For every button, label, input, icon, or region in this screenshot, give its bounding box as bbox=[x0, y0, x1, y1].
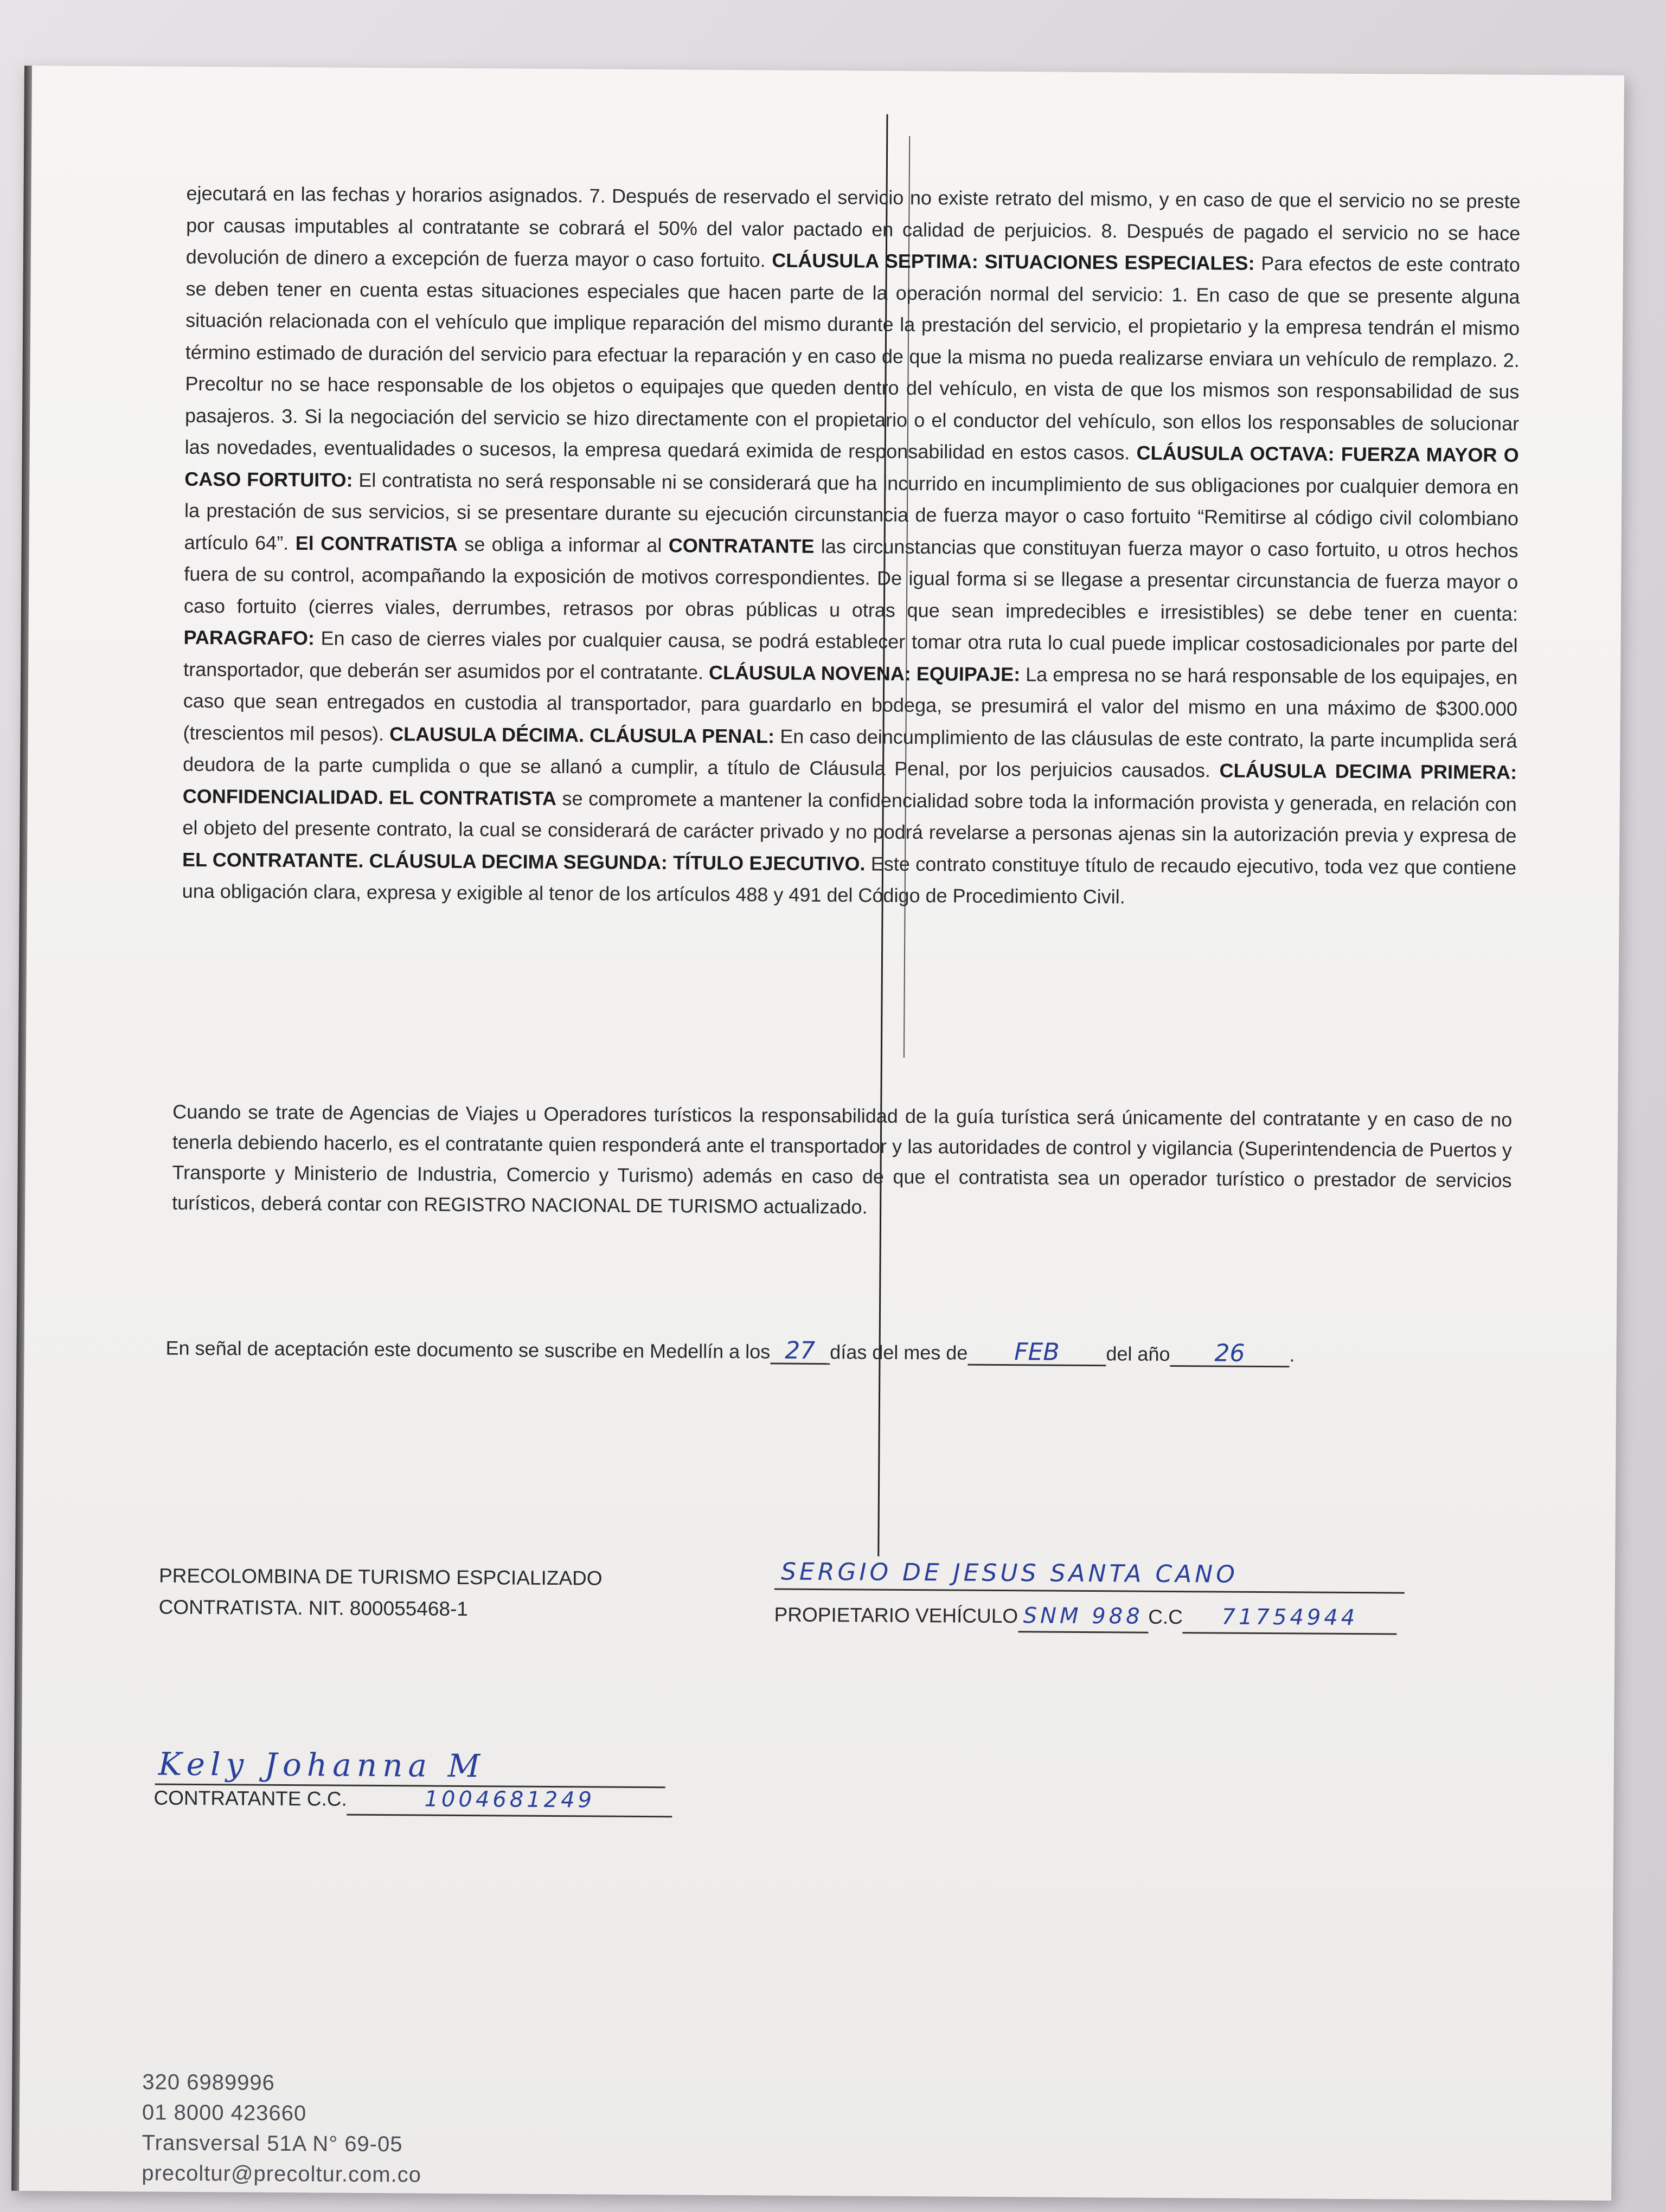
clause-text: La empresa no se hará responsable de los equipajes, en caso que sean entregados en custodia al transportador, para guardarlo en bodega, se presumirá el valor del mismo en una máximo de $300.000 (trescientos mil pesos). bbox=[183, 663, 1518, 745]
contratante-signature[interactable]: Kely Johanna M bbox=[155, 1745, 665, 1789]
clause-text: En caso deincumplimiento de las cláusulas de este contrato, la parte incumplida será deudora de la parte cumplida o que se allanó a cumplir, a título de Cláusula Penal, por los perjuicios causados. bbox=[183, 724, 1517, 782]
contract-page bbox=[11, 66, 1624, 2201]
contratante-cc-field[interactable]: 1004681249 bbox=[347, 1784, 672, 1818]
clause-heading: CLÁUSULA DECIMA PRIMERA: CONFIDENCIALIDAD. EL CONTRATISTA bbox=[182, 759, 1517, 809]
acceptance-prefix: En señal de aceptación este documento se suscribe en Medellín a los bbox=[165, 1336, 771, 1363]
contract-clauses bbox=[182, 178, 1521, 916]
owner-cc-field[interactable]: 71754944 bbox=[1183, 1602, 1397, 1635]
agencies-paragraph: Cuando se trate de Agencias de Viajes u Operadores turísticos la responsabilidad de la guía turística será únicamente del contratante y en caso de no tenerla debiendo hacerlo, es el contratante quien responderá ante el transportador y las autoridades de control y vigilancia (Superintendencia de Puertos y Transporte y Ministerio de Industria, Comercio y Turismo) además en caso de que el contratista sea un operador turístico o prestador de servicios turísticos, deberá contar con REGISTRO NACIONAL DE TURISMO actualizado. bbox=[172, 1100, 1513, 1218]
acceptance-end: . bbox=[1289, 1343, 1295, 1366]
clause-text: se compromete a mantener la confidencialidad sobre toda la información provista y generada, en relación con el objeto del presente contrato, la cual se considerará de carácter privado y no podrá revelarse a personas ajenas sin la autorización previa y expresa de bbox=[182, 787, 1517, 847]
year-field[interactable]: 26 bbox=[1170, 1341, 1289, 1367]
owner-cc-label: C.C bbox=[1148, 1605, 1183, 1629]
clause-heading: CLAUSULA DÉCIMA. CLÁUSULA PENAL: bbox=[389, 722, 775, 747]
contact-footer bbox=[142, 2067, 422, 2190]
footer-address: Transversal 51A N° 69-05 bbox=[142, 2131, 403, 2157]
clause-heading: PARAGRAFO: bbox=[183, 626, 315, 650]
contratante-label: CONTRATANTE C.C. bbox=[153, 1786, 347, 1810]
footer-phone-2: 01 8000 423660 bbox=[142, 2100, 307, 2126]
clause-heading: CLÁUSULA OCTAVA: FUERZA MAYOR O CASO FORTUITO: bbox=[184, 441, 1519, 491]
owner-line bbox=[774, 1599, 1397, 1635]
clause-heading: El CONTRATISTA bbox=[295, 531, 458, 555]
clause-heading: CLÁUSULA NOVENA: EQUIPAJE: bbox=[708, 661, 1021, 685]
footer-email: precoltur@precoltur.com.co bbox=[142, 2161, 422, 2187]
year-label: del año bbox=[1106, 1342, 1170, 1365]
clause-text: Para efectos de este contrato se deben tener en cuenta estas situaciones especiales que hacen parte de la operación normal del servicio: 1. En caso de que se presente alguna situación relacionada con el vehículo que implique reparación del mismo durante la prestación del servicio, el propietario y la empresa tendrán el mismo término estimado de duración del servicio para efectuar la reparación y en caso de que la misma no pueda realizarse enviara un vehículo de remplazo. 2. Precoltur no se hace responsable de los objetos o equipajes que queden dentro del vehículo, en vista de que los mismos son responsabilidad de sus pasajeros. 3. Si la negociación del servicio se hizo directamente con el propietario o el conductor del vehículo, son ellos los responsables de solucionar las novedades, eventualidades o sucesos, la empresa quedará eximida de responsabilidad en estos casos. bbox=[184, 252, 1520, 464]
days-label: días del mes de bbox=[830, 1341, 968, 1364]
owner-plate-field[interactable]: SNM 988 bbox=[1018, 1600, 1148, 1633]
clause-heading: CLÁUSULA SEPTIMA: SITUACIONES ESPECIALES: bbox=[772, 249, 1255, 274]
company-name: PRECOLOMBINA DE TURISMO ESPCIALIZADO bbox=[158, 1564, 603, 1590]
clause-heading: CONTRATANTE bbox=[668, 533, 815, 557]
clause-text: En caso de cierres viales por cualquier causa, se podrá establecer tomar otra ruta lo cual puede implicar costosadicionales por parte del transportador, que deberán ser asumidos por el contratante. bbox=[183, 627, 1518, 684]
company-nit: CONTRATISTA. NIT. 800055468-1 bbox=[158, 1596, 469, 1621]
company-block bbox=[158, 1560, 602, 1626]
clause-heading: EL CONTRATANTE. CLÁUSULA DECIMA SEGUNDA: TÍTULO EJECUTIVO. bbox=[182, 848, 866, 874]
month-field[interactable]: FEB bbox=[967, 1340, 1106, 1367]
clause-text: las circunstancias que constituyan fuerza mayor o caso fortuito, u otros hechos fuera de su control, acompañando la exposición de motivos correspondientes. De igual forma si se llegase a presentar circunstancia de fuerza mayor o caso fortuito (cierres viales, derrumbes, retrasos por obras públicas u otras que sean impredecibles e irresistibles) se debe tener en cuenta: bbox=[183, 535, 1518, 625]
acceptance-line bbox=[165, 1335, 1521, 1369]
clause-text: Este contrato constituye título de recaudo ejecutivo, toda vez que contiene una obligación clara, expresa y exigible al tenor de los artículos 488 y 491 del Código de Procedimiento Civil. bbox=[182, 852, 1517, 908]
owner-signature-name[interactable]: SERGIO DE JESUS SANTA CANO bbox=[774, 1555, 1405, 1593]
clause-text: ejecutará en las fechas y horarios asignados. 7. Después de reservado el servicio no existe retrato del mismo, y en caso de que el servicio no se preste por causas imputables al contratante se cobrará el 50% del valor pactado en calidad de perjuicios. 8. Después de pagado el servicio no se hace devolución de dinero a excepción de fuerza mayor o caso fortuito. bbox=[185, 182, 1521, 272]
clause-text: El contratista no será responsable ni se considerará que ha incurrido en incumplimiento de sus obligaciones por cualquier demora en la prestación de sus servicios, si se presentare durante su ejecución circunstancia de fuerza mayor o caso fortuito “Remitirse al código civil colombiano artículo 64”. bbox=[184, 468, 1519, 554]
day-field[interactable]: 27 bbox=[770, 1339, 830, 1365]
owner-label: PROPIETARIO VEHÍCULO bbox=[774, 1603, 1018, 1628]
contratante-line bbox=[153, 1783, 672, 1818]
footer-phone-1: 320 6989996 bbox=[142, 2070, 275, 2095]
clause-text: se obliga a informar al bbox=[457, 532, 669, 556]
